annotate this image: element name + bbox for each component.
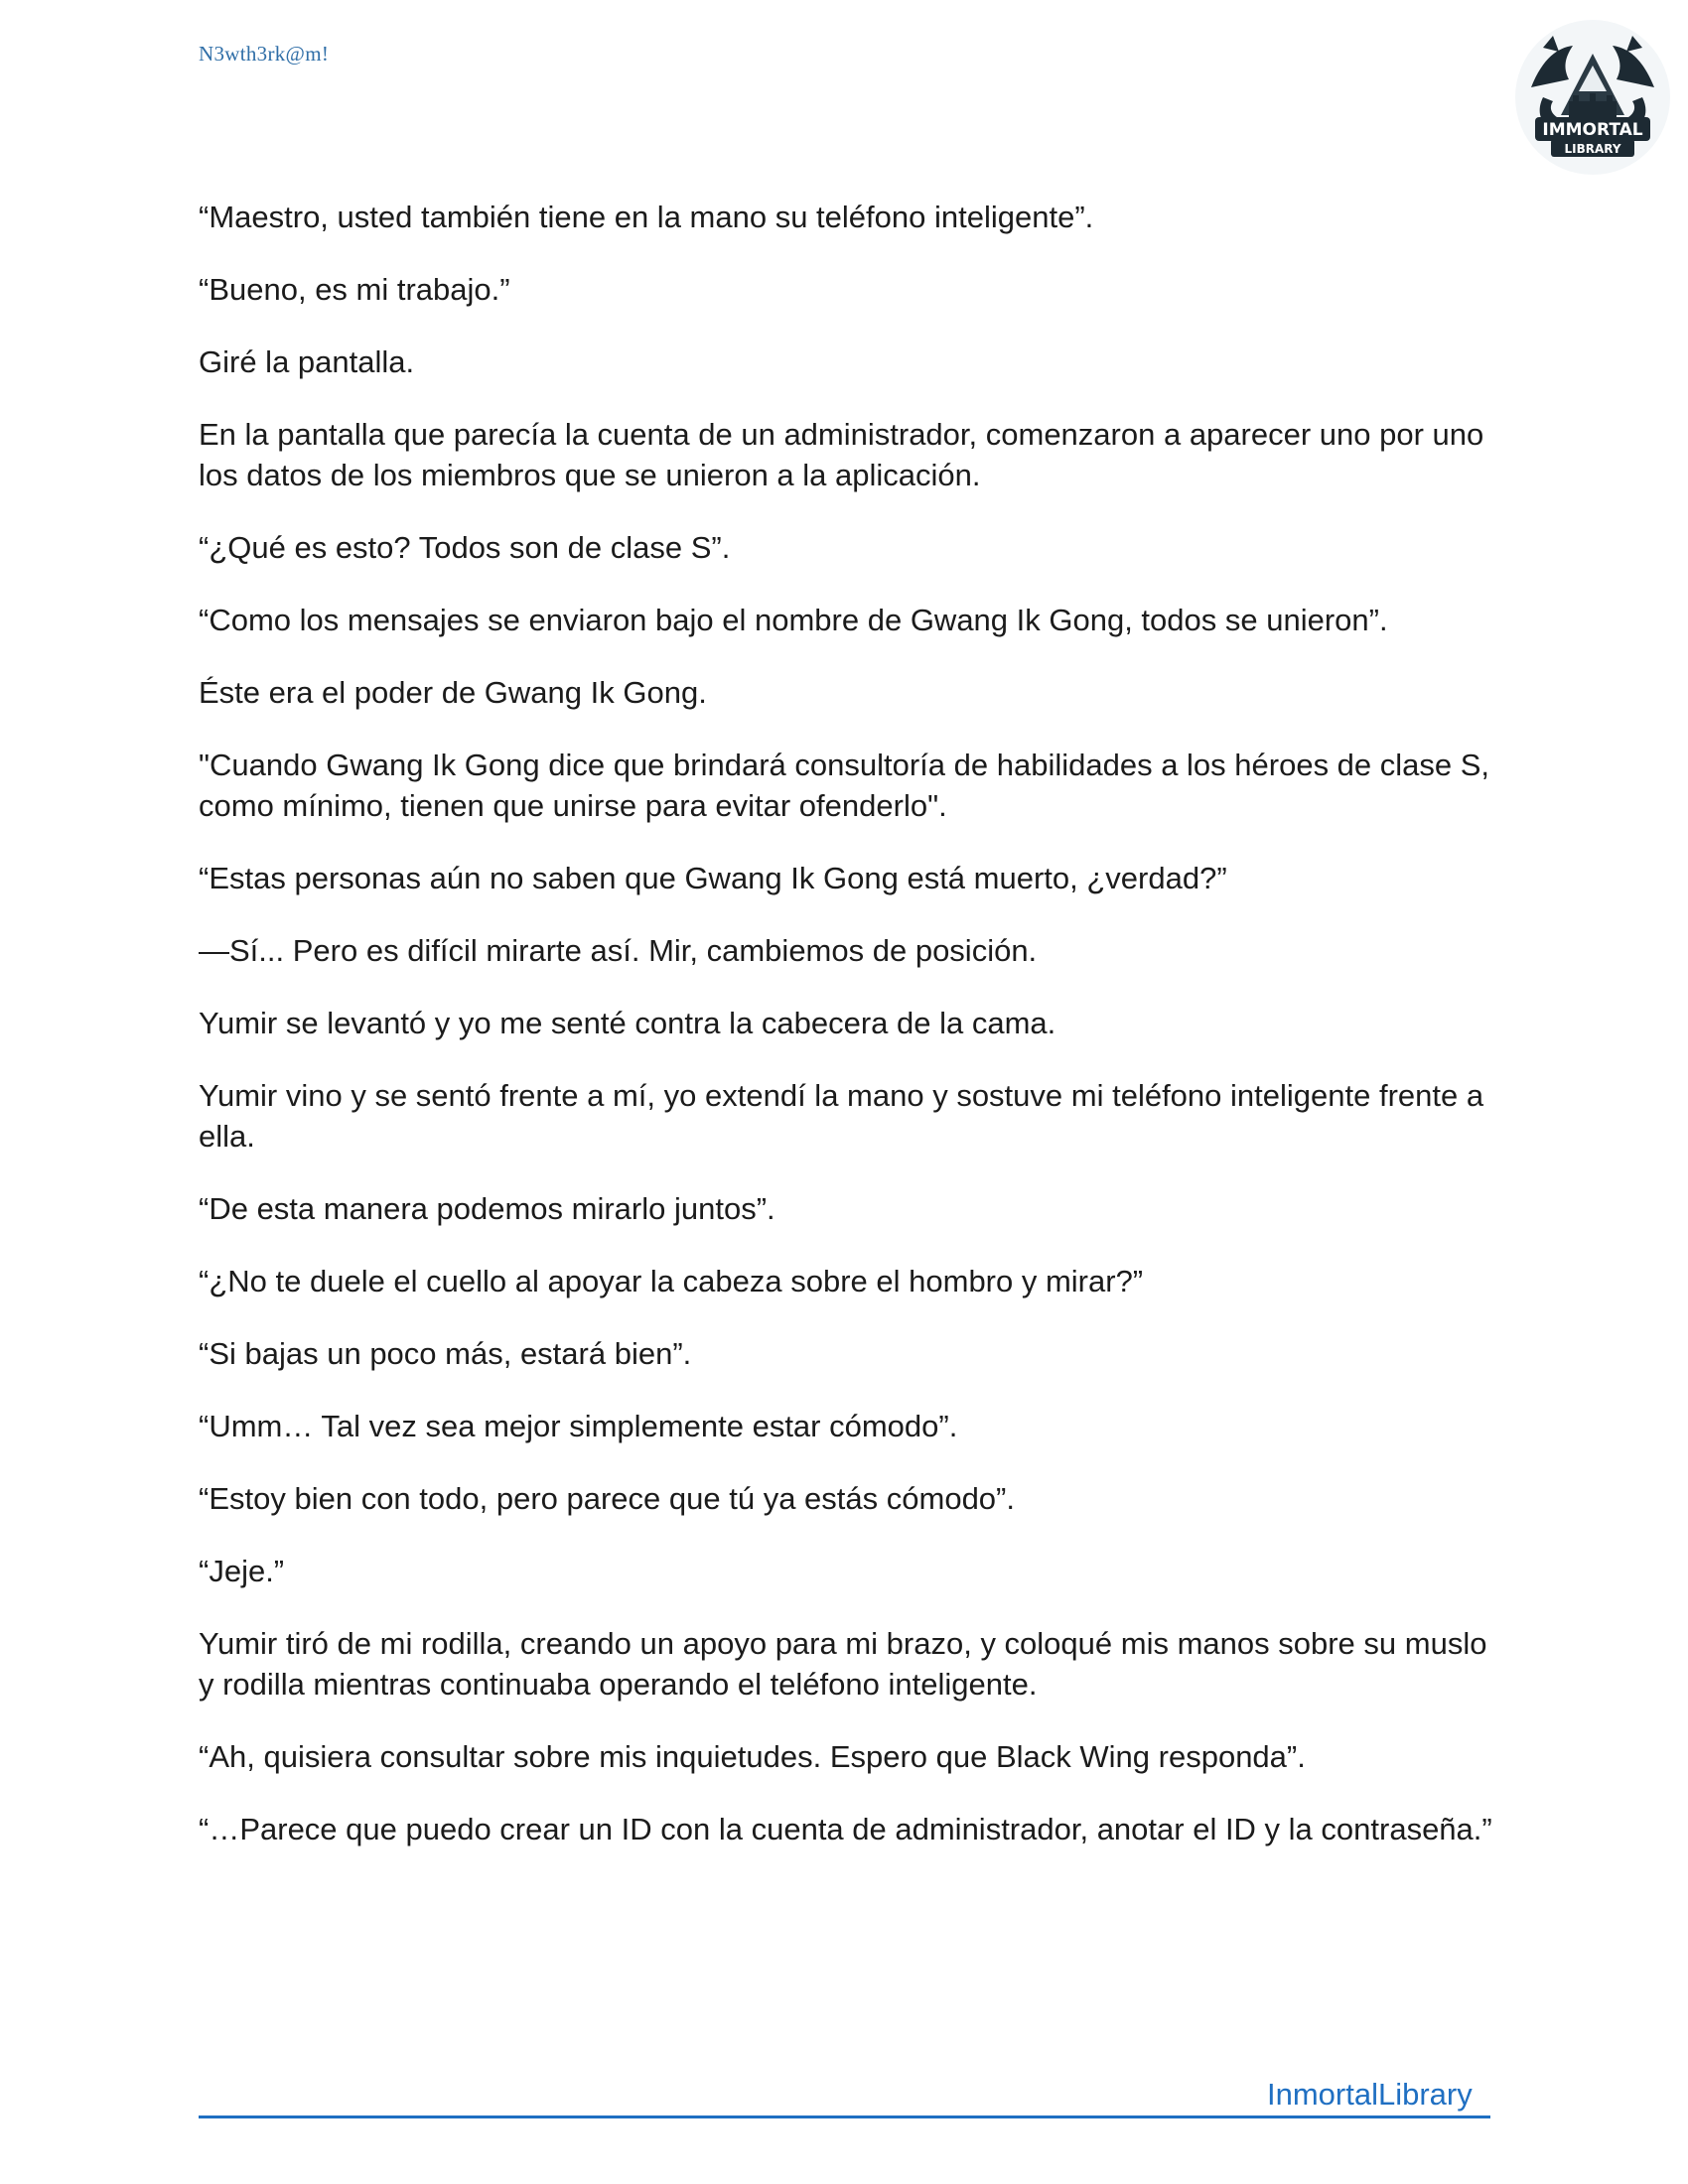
footer-divider	[199, 2116, 1490, 2118]
paragraph: “Estas personas aún no saben que Gwang Ik Gong está muerto, ¿verdad?”	[199, 861, 1227, 895]
paragraph: En la pantalla que parecía la cuenta de un administrador, comenzaron a aparecer uno por uno los datos de los miembros que se unieron a la aplicación.	[199, 417, 1484, 492]
paragraph: “Ah, quisiera consultar sobre mis inquietudes. Espero que Black Wing responda”.	[199, 1739, 1306, 1774]
document-body	[199, 197, 1494, 1881]
paragraph: Giré la pantalla.	[199, 344, 415, 379]
paragraph: “Estoy bien con todo, pero parece que tú ya estás cómodo”.	[199, 1481, 1015, 1516]
logo-text-immortal: IMMORTAL	[1542, 120, 1643, 140]
paragraph: “¿No te duele el cuello al apoyar la cabeza sobre el hombro y mirar?”	[199, 1264, 1144, 1298]
paragraph: Yumir se levantó y yo me senté contra la cabecera de la cama.	[199, 1006, 1056, 1040]
dragon-castle-logo-icon	[1513, 18, 1672, 177]
paragraph: Éste era el poder de Gwang Ik Gong.	[199, 675, 707, 710]
paragraph: “Bueno, es mi trabajo.”	[199, 272, 510, 307]
logo-text-library: LIBRARY	[1564, 142, 1621, 156]
paragraph: “…Parece que puedo crear un ID con la cuenta de administrador, anotar el ID y la contraseña.”	[199, 1812, 1492, 1846]
paragraph: “Si bajas un poco más, estará bien”.	[199, 1336, 692, 1371]
immortal-library-logo	[1513, 18, 1672, 177]
paragraph: “¿Qué es esto? Todos son de clase S”.	[199, 530, 731, 565]
footer-library-link[interactable]: InmortalLibrary	[1267, 2077, 1473, 2112]
paragraph: Yumir vino y se sentó frente a mí, yo extendí la mano y sostuve mi teléfono inteligente frente a ella.	[199, 1078, 1484, 1154]
watermark-signature: N3wth3rk@m!	[199, 42, 330, 66]
paragraph: “Jeje.”	[199, 1554, 285, 1588]
paragraph: “Maestro, usted también tiene en la mano su teléfono inteligente”.	[199, 200, 1094, 234]
paragraph: —Sí... Pero es difícil mirarte así. Mir, cambiemos de posición.	[199, 933, 1038, 968]
paragraph: Yumir tiró de mi rodilla, creando un apoyo para mi brazo, y coloqué mis manos sobre su muslo y rodilla mientras continuaba operando el teléfono inteligente.	[199, 1626, 1487, 1702]
paragraph: “Como los mensajes se enviaron bajo el nombre de Gwang Ik Gong, todos se unieron”.	[199, 603, 1388, 637]
paragraph: "Cuando Gwang Ik Gong dice que brindará consultoría de habilidades a los héroes de clase S, como mínimo, tienen que unirse para evitar ofenderlo".	[199, 748, 1490, 823]
paragraph: “Umm… Tal vez sea mejor simplemente estar cómodo”.	[199, 1409, 958, 1443]
paragraph: “De esta manera podemos mirarlo juntos”.	[199, 1191, 775, 1226]
